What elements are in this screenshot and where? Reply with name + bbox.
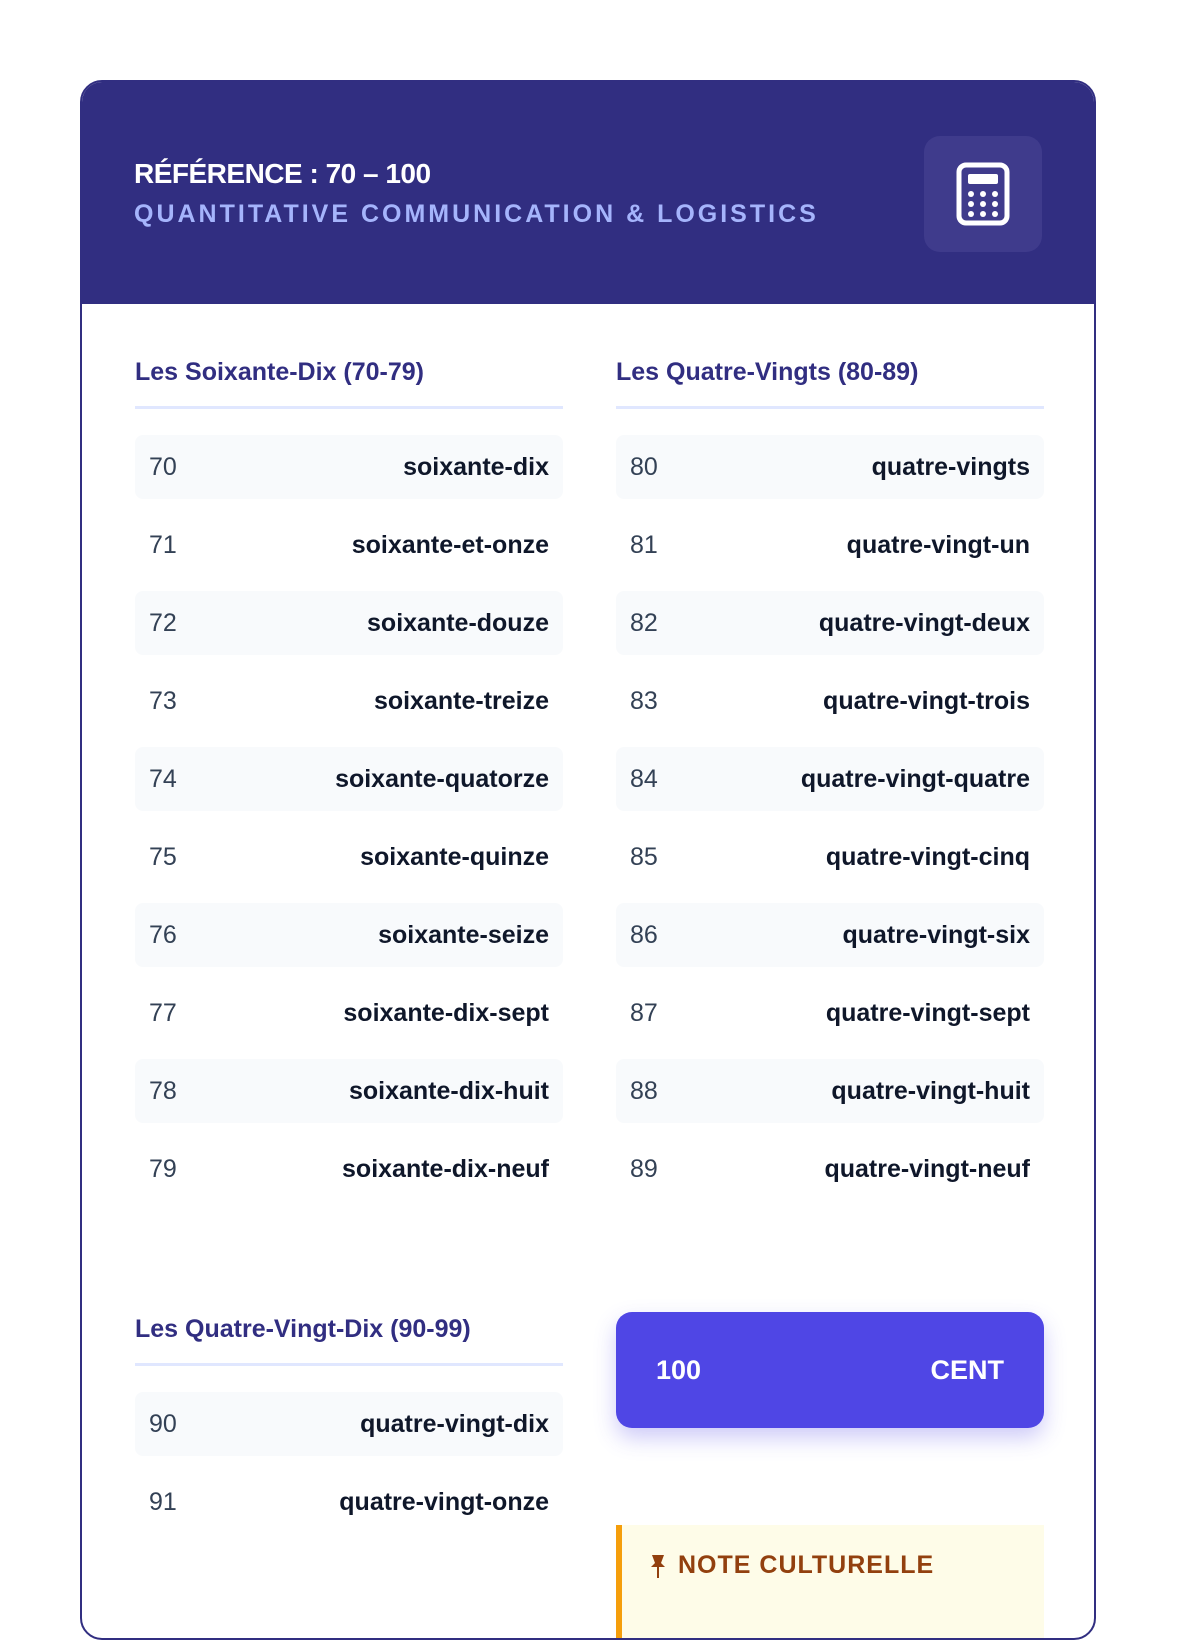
list-item: [135, 1137, 563, 1201]
number-word: quatre-vingt-cinq: [825, 842, 1030, 871]
section-divider: [135, 1363, 563, 1366]
number-digits: 70: [149, 452, 177, 481]
number-word: quatre-vingt-six: [842, 920, 1030, 949]
list-item: [135, 435, 563, 499]
list-item: [616, 1059, 1044, 1123]
number-list-80: [616, 435, 1044, 1215]
number-digits: 78: [149, 1076, 177, 1105]
number-word: soixante-dix-huit: [348, 1076, 549, 1105]
cent-word: CENT: [930, 1354, 1004, 1385]
number-word: quatre-vingt-dix: [360, 1409, 549, 1438]
number-digits: 90: [149, 1409, 177, 1438]
number-word: quatre-vingts: [871, 452, 1030, 481]
number-digits: 77: [149, 998, 177, 1027]
list-item: [135, 1470, 563, 1534]
number-word: soixante-dix-neuf: [342, 1154, 549, 1183]
card-header: [82, 82, 1094, 304]
number-digits: 88: [630, 1076, 658, 1105]
number-word: soixante-douze: [367, 608, 549, 637]
number-word: soixante-seize: [378, 920, 549, 949]
number-word: soixante-dix-sept: [343, 998, 549, 1027]
cent-number: 100: [656, 1354, 702, 1385]
number-word: quatre-vingt-huit: [831, 1076, 1030, 1105]
number-list-90: [135, 1392, 563, 1548]
number-word: quatre-vingt-sept: [825, 998, 1030, 1027]
number-word: quatre-vingt-quatre: [800, 764, 1030, 793]
cent-highlight: [616, 1312, 1044, 1428]
list-item: [135, 1059, 563, 1123]
list-item: [616, 591, 1044, 655]
number-word: quatre-vingt-trois: [823, 686, 1030, 715]
note-heading: [648, 1551, 934, 1580]
section-divider: [616, 406, 1044, 409]
number-digits: 83: [630, 686, 658, 715]
section-title-90: Les Quatre-Vingt-Dix (90-99): [135, 1315, 471, 1343]
number-list-70: [135, 435, 563, 1215]
number-digits: 71: [149, 530, 177, 559]
calculator-icon: [956, 162, 1010, 226]
list-item: [616, 513, 1044, 577]
number-word: soixante-treize: [373, 686, 549, 715]
number-word: soixante-quinze: [360, 842, 549, 871]
number-word: quatre-vingt-neuf: [824, 1154, 1030, 1183]
number-digits: 89: [630, 1154, 658, 1183]
list-item: [135, 903, 563, 967]
page-title: RÉFÉRENCE : 70 – 100: [134, 158, 431, 189]
list-item: [135, 591, 563, 655]
list-item: [135, 981, 563, 1045]
number-word: soixante-dix: [403, 452, 549, 481]
number-digits: 72: [149, 608, 177, 637]
number-digits: 87: [630, 998, 658, 1027]
list-item: [135, 669, 563, 733]
cultural-note: [616, 1525, 1044, 1640]
list-item: [135, 513, 563, 577]
number-digits: 81: [630, 530, 658, 559]
list-item: [616, 1137, 1044, 1201]
number-digits: 86: [630, 920, 658, 949]
list-item: [616, 435, 1044, 499]
reference-card: [80, 80, 1096, 1640]
number-digits: 76: [149, 920, 177, 949]
list-item: [616, 981, 1044, 1045]
number-digits: 75: [149, 842, 177, 871]
number-word: quatre-vingt-onze: [339, 1487, 549, 1516]
number-word: quatre-vingt-deux: [818, 608, 1030, 637]
number-digits: 91: [149, 1487, 177, 1516]
calculator-button[interactable]: [924, 136, 1042, 252]
number-digits: 74: [149, 764, 177, 793]
section-title-70: Les Soixante-Dix (70-79): [135, 358, 424, 386]
list-item: [135, 747, 563, 811]
pin-icon: [648, 1553, 668, 1579]
page-subtitle: QUANTITATIVE COMMUNICATION & LOGISTICS: [134, 200, 819, 228]
number-digits: 80: [630, 452, 658, 481]
number-word: soixante-et-onze: [351, 530, 549, 559]
list-item: [135, 1392, 563, 1456]
number-digits: 85: [630, 842, 658, 871]
section-title-80: Les Quatre-Vingts (80-89): [616, 358, 919, 386]
list-item: [616, 669, 1044, 733]
section-divider: [135, 406, 563, 409]
number-word: quatre-vingt-un: [846, 530, 1030, 559]
number-digits: 73: [149, 686, 177, 715]
number-digits: 79: [149, 1154, 177, 1183]
list-item: [135, 825, 563, 889]
note-title: NOTE CULTURELLE: [678, 1551, 935, 1579]
list-item: [616, 747, 1044, 811]
list-item: [616, 903, 1044, 967]
number-digits: 84: [630, 764, 658, 793]
number-word: soixante-quatorze: [335, 764, 549, 793]
number-digits: 82: [630, 608, 658, 637]
list-item: [616, 825, 1044, 889]
